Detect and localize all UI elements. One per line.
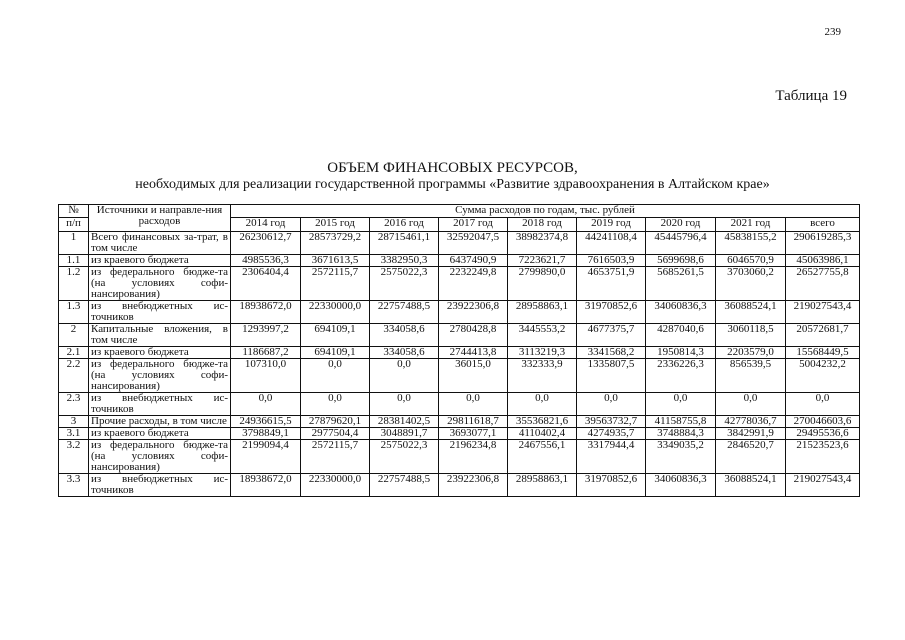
row-value: 2306404,4 [231, 267, 301, 301]
row-value: 4653751,9 [577, 267, 646, 301]
table-row [59, 474, 860, 497]
row-value: 332333,9 [508, 359, 577, 393]
header-year: 2015 год [301, 218, 370, 232]
row-value: 0,0 [370, 359, 439, 393]
table-row [59, 393, 860, 416]
row-value: 0,0 [508, 393, 577, 416]
row-index: 3.1 [59, 428, 89, 440]
row-value: 34060836,3 [646, 301, 716, 324]
row-index: 2.3 [59, 393, 89, 416]
header-total: всего [786, 218, 860, 232]
row-source: из краевого бюджета [89, 255, 231, 267]
row-value: 107310,0 [231, 359, 301, 393]
row-value: 0,0 [716, 393, 786, 416]
row-value: 3349035,2 [646, 440, 716, 474]
header-year: 2016 год [370, 218, 439, 232]
row-value: 41158755,8 [646, 416, 716, 428]
row-value: 0,0 [646, 393, 716, 416]
row-index: 2 [59, 324, 89, 347]
row-value: 7616503,9 [577, 255, 646, 267]
header-year: 2019 год [577, 218, 646, 232]
row-value: 28381402,5 [370, 416, 439, 428]
row-value: 334058,6 [370, 347, 439, 359]
row-value: 2575022,3 [370, 267, 439, 301]
row-value: 2744413,8 [439, 347, 508, 359]
row-value: 23922306,8 [439, 474, 508, 497]
header-year: 2014 год [231, 218, 301, 232]
row-value: 42778036,7 [716, 416, 786, 428]
row-value: 2199094,4 [231, 440, 301, 474]
row-source: из федерального бюдже-та (на условиях софи-нансирования) [89, 267, 231, 301]
row-value: 4110402,4 [508, 428, 577, 440]
row-value: 28715461,1 [370, 232, 439, 255]
table-row [59, 232, 860, 255]
row-value: 31970852,6 [577, 301, 646, 324]
financial-resources-table [58, 204, 860, 497]
row-value: 4985536,3 [231, 255, 301, 267]
row-value: 1293997,2 [231, 324, 301, 347]
table-row [59, 347, 860, 359]
row-value: 22330000,0 [301, 474, 370, 497]
row-value: 2467556,1 [508, 440, 577, 474]
row-value: 4274935,7 [577, 428, 646, 440]
row-total: 270046603,6 [786, 416, 860, 428]
row-value: 3382950,3 [370, 255, 439, 267]
row-total: 219027543,4 [786, 301, 860, 324]
row-value: 2196234,8 [439, 440, 508, 474]
row-value: 34060836,3 [646, 474, 716, 497]
row-value: 0,0 [301, 359, 370, 393]
row-value: 45838155,2 [716, 232, 786, 255]
header-row-top [59, 205, 860, 218]
row-value: 1186687,2 [231, 347, 301, 359]
row-value: 32592047,5 [439, 232, 508, 255]
row-total: 21523523,6 [786, 440, 860, 474]
row-value: 28573729,2 [301, 232, 370, 255]
row-total: 290619285,3 [786, 232, 860, 255]
row-total: 20572681,7 [786, 324, 860, 347]
document-title: ОБЪЕМ ФИНАНСОВЫХ РЕСУРСОВ, [327, 160, 578, 176]
row-value: 29811618,7 [439, 416, 508, 428]
row-value: 0,0 [577, 393, 646, 416]
header-year: 2020 год [646, 218, 716, 232]
row-value: 3842991,9 [716, 428, 786, 440]
row-value: 18938672,0 [231, 474, 301, 497]
row-total: 29495536,6 [786, 428, 860, 440]
row-total: 26527755,8 [786, 267, 860, 301]
table-row [59, 440, 860, 474]
row-value: 856539,5 [716, 359, 786, 393]
row-value: 3748884,3 [646, 428, 716, 440]
header-year: 2017 год [439, 218, 508, 232]
row-total: 45063986,1 [786, 255, 860, 267]
row-value: 28958863,1 [508, 474, 577, 497]
header-source: Источники и направле-ния расходов [89, 205, 231, 232]
row-index: 1.3 [59, 301, 89, 324]
row-value: 5685261,5 [646, 267, 716, 301]
row-source: из краевого бюджета [89, 428, 231, 440]
row-value: 22757488,5 [370, 301, 439, 324]
row-source: Капитальные вложения, в том числе [89, 324, 231, 347]
row-value: 28958863,1 [508, 301, 577, 324]
row-index: 2.2 [59, 359, 89, 393]
row-source: из федерального бюдже-та (на условиях софи-нансирования) [89, 440, 231, 474]
row-value: 6437490,9 [439, 255, 508, 267]
row-value: 2572115,7 [301, 440, 370, 474]
row-value: 2575022,3 [370, 440, 439, 474]
row-value: 38982374,8 [508, 232, 577, 255]
header-num-bottom: п/п [59, 218, 89, 232]
row-value: 4677375,7 [577, 324, 646, 347]
row-value: 36088524,1 [716, 301, 786, 324]
row-value: 24936615,5 [231, 416, 301, 428]
document-subtitle: необходимых для реализации государственной программы «Развитие здравоохранения в Алтайском крае» [135, 177, 770, 192]
row-value: 2336226,3 [646, 359, 716, 393]
row-value: 3113219,3 [508, 347, 577, 359]
table-row [59, 301, 860, 324]
row-value: 23922306,8 [439, 301, 508, 324]
row-value: 3060118,5 [716, 324, 786, 347]
row-value: 3445553,2 [508, 324, 577, 347]
row-value: 334058,6 [370, 324, 439, 347]
row-source: из краевого бюджета [89, 347, 231, 359]
row-value: 1950814,3 [646, 347, 716, 359]
row-value: 3703060,2 [716, 267, 786, 301]
row-value: 1335807,5 [577, 359, 646, 393]
row-value: 18938672,0 [231, 301, 301, 324]
row-value: 35536821,6 [508, 416, 577, 428]
row-total: 219027543,4 [786, 474, 860, 497]
row-index: 3.2 [59, 440, 89, 474]
row-value: 5699698,6 [646, 255, 716, 267]
table-row [59, 359, 860, 393]
header-year: 2021 год [716, 218, 786, 232]
row-value: 36015,0 [439, 359, 508, 393]
header-year: 2018 год [508, 218, 577, 232]
row-value: 6046570,9 [716, 255, 786, 267]
row-value: 3048891,7 [370, 428, 439, 440]
header-num-top: № [59, 205, 89, 218]
table-label: Таблица 19 [775, 88, 847, 104]
row-value: 2232249,8 [439, 267, 508, 301]
row-source: из внебюджетных ис-точников [89, 474, 231, 497]
row-index: 3 [59, 416, 89, 428]
table-row [59, 267, 860, 301]
row-value: 31970852,6 [577, 474, 646, 497]
row-index: 2.1 [59, 347, 89, 359]
row-value: 22330000,0 [301, 301, 370, 324]
row-index: 1 [59, 232, 89, 255]
row-source: из внебюджетных ис-точников [89, 301, 231, 324]
row-value: 0,0 [370, 393, 439, 416]
row-source: из внебюджетных ис-точников [89, 393, 231, 416]
row-value: 39563732,7 [577, 416, 646, 428]
row-value: 4287040,6 [646, 324, 716, 347]
row-value: 3317944,4 [577, 440, 646, 474]
row-total: 15568449,5 [786, 347, 860, 359]
row-value: 0,0 [231, 393, 301, 416]
row-index: 1.2 [59, 267, 89, 301]
row-value: 3798849,1 [231, 428, 301, 440]
row-value: 0,0 [439, 393, 508, 416]
header-sum-group: Сумма расходов по годам, тыс. рублей [231, 205, 860, 218]
row-value: 26230612,7 [231, 232, 301, 255]
row-value: 22757488,5 [370, 474, 439, 497]
row-total: 0,0 [786, 393, 860, 416]
row-value: 694109,1 [301, 347, 370, 359]
row-value: 45445796,4 [646, 232, 716, 255]
row-value: 0,0 [301, 393, 370, 416]
row-value: 27879620,1 [301, 416, 370, 428]
row-value: 36088524,1 [716, 474, 786, 497]
row-value: 2572115,7 [301, 267, 370, 301]
row-value: 3671613,5 [301, 255, 370, 267]
row-index: 3.3 [59, 474, 89, 497]
row-source: из федерального бюдже-та (на условиях софи-нансирования) [89, 359, 231, 393]
page-number: 239 [824, 26, 841, 38]
row-value: 2846520,7 [716, 440, 786, 474]
row-value: 2977504,4 [301, 428, 370, 440]
table-row [59, 255, 860, 267]
row-total: 5004232,2 [786, 359, 860, 393]
row-value: 2780428,8 [439, 324, 508, 347]
table-row [59, 324, 860, 347]
row-value: 2203579,0 [716, 347, 786, 359]
table-row [59, 416, 860, 428]
row-value: 7223621,7 [508, 255, 577, 267]
table-row [59, 428, 860, 440]
row-index: 1.1 [59, 255, 89, 267]
row-value: 2799890,0 [508, 267, 577, 301]
row-value: 3693077,1 [439, 428, 508, 440]
row-source: Прочие расходы, в том числе [89, 416, 231, 428]
row-value: 3341568,2 [577, 347, 646, 359]
row-source: Всего финансовых за-трат, в том числе [89, 232, 231, 255]
row-value: 44241108,4 [577, 232, 646, 255]
row-value: 694109,1 [301, 324, 370, 347]
